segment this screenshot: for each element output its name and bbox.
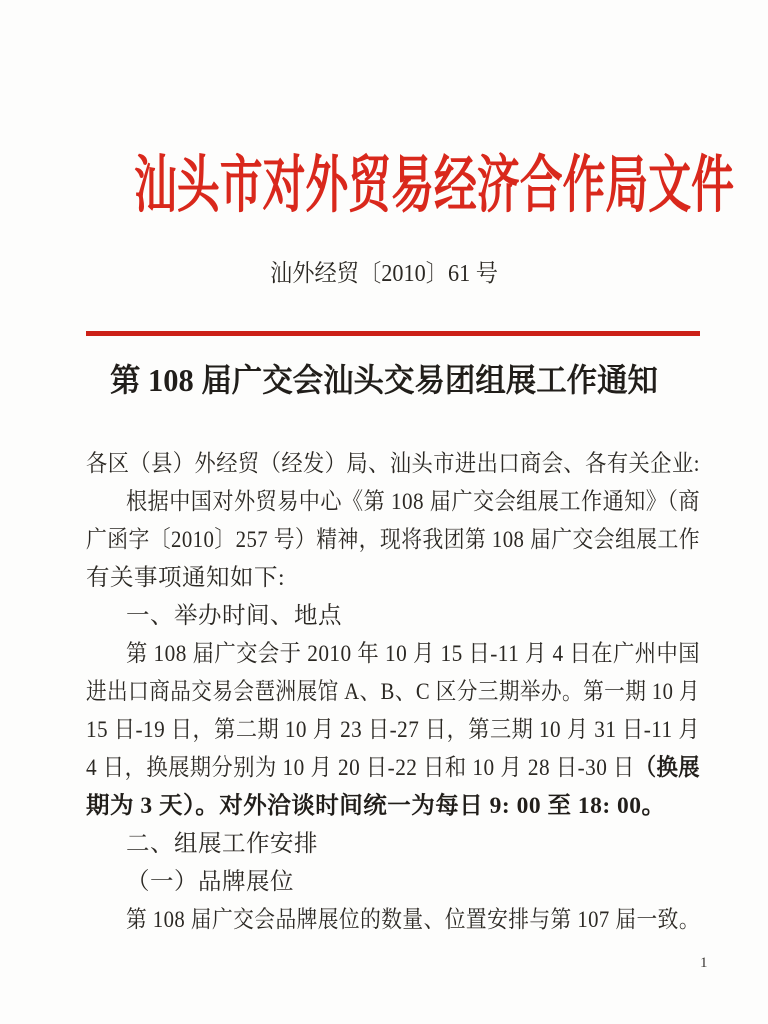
body-line-text: 期为 3 天）。对外洽谈时间统一为每日 9: 00 至 18: 00。 [86,793,666,819]
body-line [86,483,700,521]
body-line-text: 15 日-19 日，第二期 10 月 23 日-27 日，第三期 10 月 31 日-11 月 [86,717,700,743]
body-line-text: 第 108 届广交会于 2010 年 10 月 15 日-11 月 4 日在广州中国 [126,641,700,667]
body-line-text: 二、组展工作安排 [126,831,318,857]
body-line-text: 广函字〔2010〕257 号）精神，现将我团第 108 届广交会组展工作 [86,527,700,553]
body-line-text: 有关事项通知如下: [86,565,286,591]
body-line [86,711,700,749]
body-line-text: 进出口商品交易会琶洲展馆 A、B、C 区分三期举办。第一期 10 月 [86,679,700,705]
body-line-text: 各区（县）外经贸（经发）局、汕头市进出口商会、各有关企业: [86,451,700,477]
body-line-text: 4 日，换展期分别为 10 月 20 日-22 日和 10 月 28 日-30 日（换展 [86,755,700,781]
body-line [86,787,700,825]
body-line [86,825,700,863]
body-line-text: 第 108 届广交会品牌展位的数量、位置安排与第 107 届一致。 [126,907,700,933]
body-line-text: 根据中国对外贸易中心《第 108 届广交会组展工作通知》（商 [126,489,700,515]
body-line [86,635,700,673]
red-divider-line [86,331,700,336]
document-title-text: 第 108 届广交会汕头交易团组展工作通知 [109,362,658,398]
agency-header-title-text: 汕头市对外贸易经济合作局文件 [134,152,735,220]
body-line [86,901,700,939]
body-line-text: （一）品牌展位 [126,869,294,895]
body-line-text: 一、举办时间、地点 [126,603,342,629]
document-number-text: 汕外经贸〔2010〕61 号 [270,261,498,287]
body-line [86,673,700,711]
document-title [0,358,768,402]
body-line [86,749,700,787]
body-line [86,597,700,635]
agency-header-title [0,146,768,226]
document-body [86,445,700,939]
body-line [86,863,700,901]
body-line [86,521,700,559]
body-line [86,559,700,597]
body-line [86,445,700,483]
document-number [0,257,768,291]
page-number: 1 [700,955,708,971]
